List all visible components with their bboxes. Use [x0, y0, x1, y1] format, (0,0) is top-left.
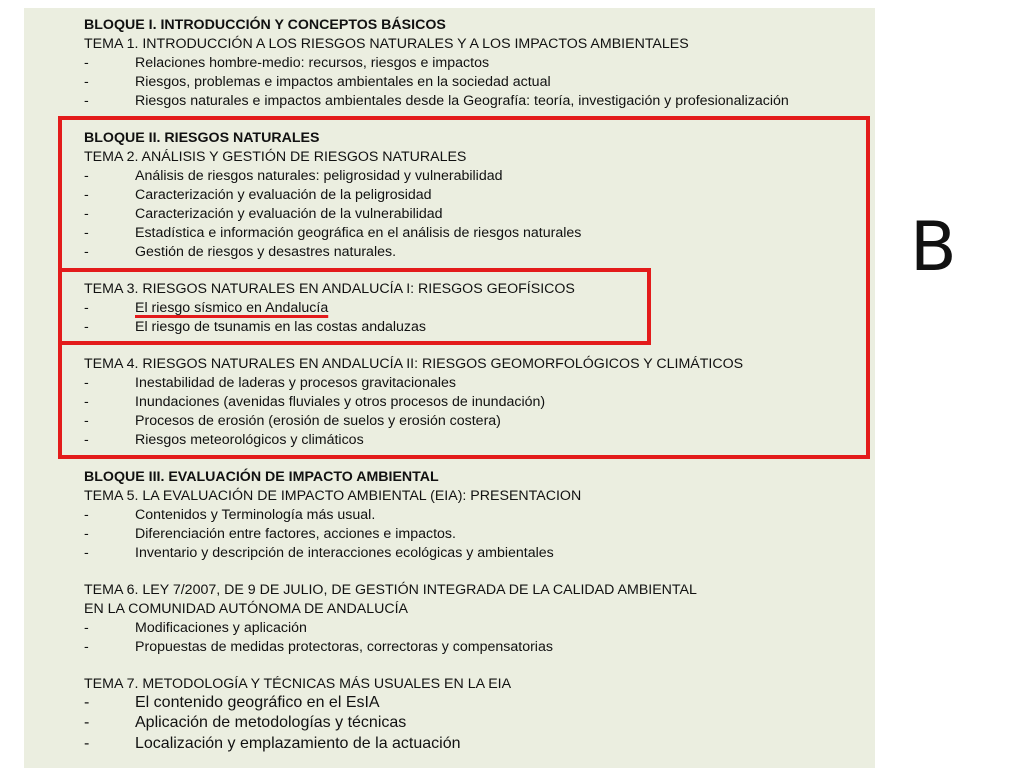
- bullet-dash: -: [84, 394, 89, 410]
- line-text: TEMA 7. METODOLOGÍA Y TÉCNICAS MÁS USUALES EN LA EIA: [84, 676, 512, 692]
- line-text: Riesgos meteorológicos y climáticos: [135, 432, 364, 448]
- line-text: Riesgos, problemas e impactos ambientales en la sociedad actual: [135, 74, 551, 90]
- bullet-dash: -: [84, 620, 89, 636]
- line-text: EN LA COMUNIDAD AUTÓNOMA DE ANDALUCÍA: [84, 601, 409, 617]
- bullet-dash: -: [84, 74, 89, 90]
- bullet-dash: -: [84, 244, 89, 260]
- line-text: TEMA 1. INTRODUCCIÓN A LOS RIESGOS NATURALES Y A LOS IMPACTOS AMBIENTALES: [84, 36, 689, 52]
- bullet-dash: -: [84, 187, 89, 203]
- line-text: TEMA 2. ANÁLISIS Y GESTIÓN DE RIESGOS NATURALES: [84, 149, 467, 165]
- line-text: Caracterización y evaluación de la peligrosidad: [135, 187, 432, 203]
- line-text: Modificaciones y aplicación: [135, 620, 307, 636]
- bullet-dash: -: [84, 526, 89, 542]
- line-text: Localización y emplazamiento de la actuación: [135, 735, 461, 752]
- bullet-dash: -: [84, 375, 89, 391]
- bullet-dash: -: [84, 300, 89, 316]
- bullet-dash: -: [84, 55, 89, 71]
- bullet-dash: -: [84, 735, 90, 752]
- list-item: [84, 73, 551, 91]
- line-text: Inundaciones (avenidas fluviales y otros procesos de inundación): [135, 394, 546, 410]
- bullet-dash: -: [84, 694, 90, 711]
- line-text: TEMA 4. RIESGOS NATURALES EN ANDALUCÍA II: RIESGOS GEOMORFOLÓGICOS Y CLIMÁTICOS: [84, 356, 744, 372]
- list-item: [84, 92, 789, 110]
- bullet-dash: -: [84, 545, 89, 561]
- line-text: Contenidos y Terminología más usual.: [135, 507, 376, 523]
- line-text: El contenido geográfico en el EsIA: [135, 694, 380, 711]
- bullet-dash: -: [84, 639, 89, 655]
- list-item: [84, 735, 461, 753]
- line-text: Diferenciación entre factores, acciones e impactos.: [135, 526, 456, 542]
- line-text: Riesgos naturales e impactos ambientales desde la Geografía: teoría, investigación y profesionalización: [135, 93, 789, 109]
- line-text: BLOQUE II. RIESGOS NATURALES: [84, 130, 320, 146]
- bullet-dash: -: [84, 168, 89, 184]
- list-item: [84, 714, 406, 732]
- line-text: Análisis de riesgos naturales: peligrosidad y vulnerabilidad: [135, 168, 503, 184]
- line-text: Propuestas de medidas protectoras, correctoras y compensatorias: [135, 639, 553, 655]
- bullet-dash: -: [84, 714, 90, 731]
- line-text: Relaciones hombre-medio: recursos, riesgos e impactos: [135, 55, 490, 71]
- bullet-dash: -: [84, 432, 89, 448]
- tema-heading: [84, 600, 408, 618]
- tema-heading: [84, 675, 511, 693]
- line-text: El riesgo sísmico en Andalucía: [135, 300, 329, 316]
- line-text: El riesgo de tsunamis en las costas andaluzas: [135, 319, 427, 335]
- line-text: Inventario y descripción de interacciones ecológicas y ambientales: [135, 545, 554, 561]
- list-item: [84, 544, 554, 562]
- highlight-box-tema-3: [58, 268, 651, 345]
- line-text: Inestabilidad de laderas y procesos gravitacionales: [135, 375, 456, 391]
- line-text: TEMA 5. LA EVALUACIÓN DE IMPACTO AMBIENTAL (EIA): PRESENTACION: [84, 488, 582, 504]
- bullet-dash: -: [84, 225, 89, 241]
- bullet-dash: -: [84, 206, 89, 222]
- list-item: [84, 506, 375, 524]
- line-text: Procesos de erosión (erosión de suelos y erosión costera): [135, 413, 501, 429]
- corner-letter: B: [910, 208, 957, 287]
- line-text: Caracterización y evaluación de la vulnerabilidad: [135, 206, 443, 222]
- line-text: Aplicación de metodologías y técnicas: [135, 714, 407, 731]
- list-item: [84, 638, 553, 656]
- line-text: Estadística e información geográfica en el análisis de riesgos naturales: [135, 225, 582, 241]
- line-text: Gestión de riesgos y desastres naturales.: [135, 244, 397, 260]
- list-item: [84, 694, 380, 712]
- list-item: [84, 54, 489, 72]
- tema-heading: [84, 35, 689, 53]
- tema-heading: [84, 581, 697, 599]
- bloque-heading: [84, 468, 439, 486]
- line-text: TEMA 3. RIESGOS NATURALES EN ANDALUCÍA I: RIESGOS GEOFÍSICOS: [84, 281, 575, 297]
- bullet-dash: -: [84, 507, 89, 523]
- line-text: BLOQUE III. EVALUACIÓN DE IMPACTO AMBIENTAL: [84, 469, 439, 485]
- tema-heading: [84, 487, 581, 505]
- line-text: BLOQUE I. INTRODUCCIÓN Y CONCEPTOS BÁSICOS: [84, 17, 446, 33]
- bullet-dash: -: [84, 93, 89, 109]
- line-text: TEMA 6. LEY 7/2007, DE 9 DE JULIO, DE GESTIÓN INTEGRADA DE LA CALIDAD AMBIENTAL: [84, 582, 697, 598]
- list-item: [84, 525, 456, 543]
- bullet-dash: -: [84, 413, 89, 429]
- bloque-heading: [84, 16, 446, 34]
- bullet-dash: -: [84, 319, 89, 335]
- list-item: [84, 619, 307, 637]
